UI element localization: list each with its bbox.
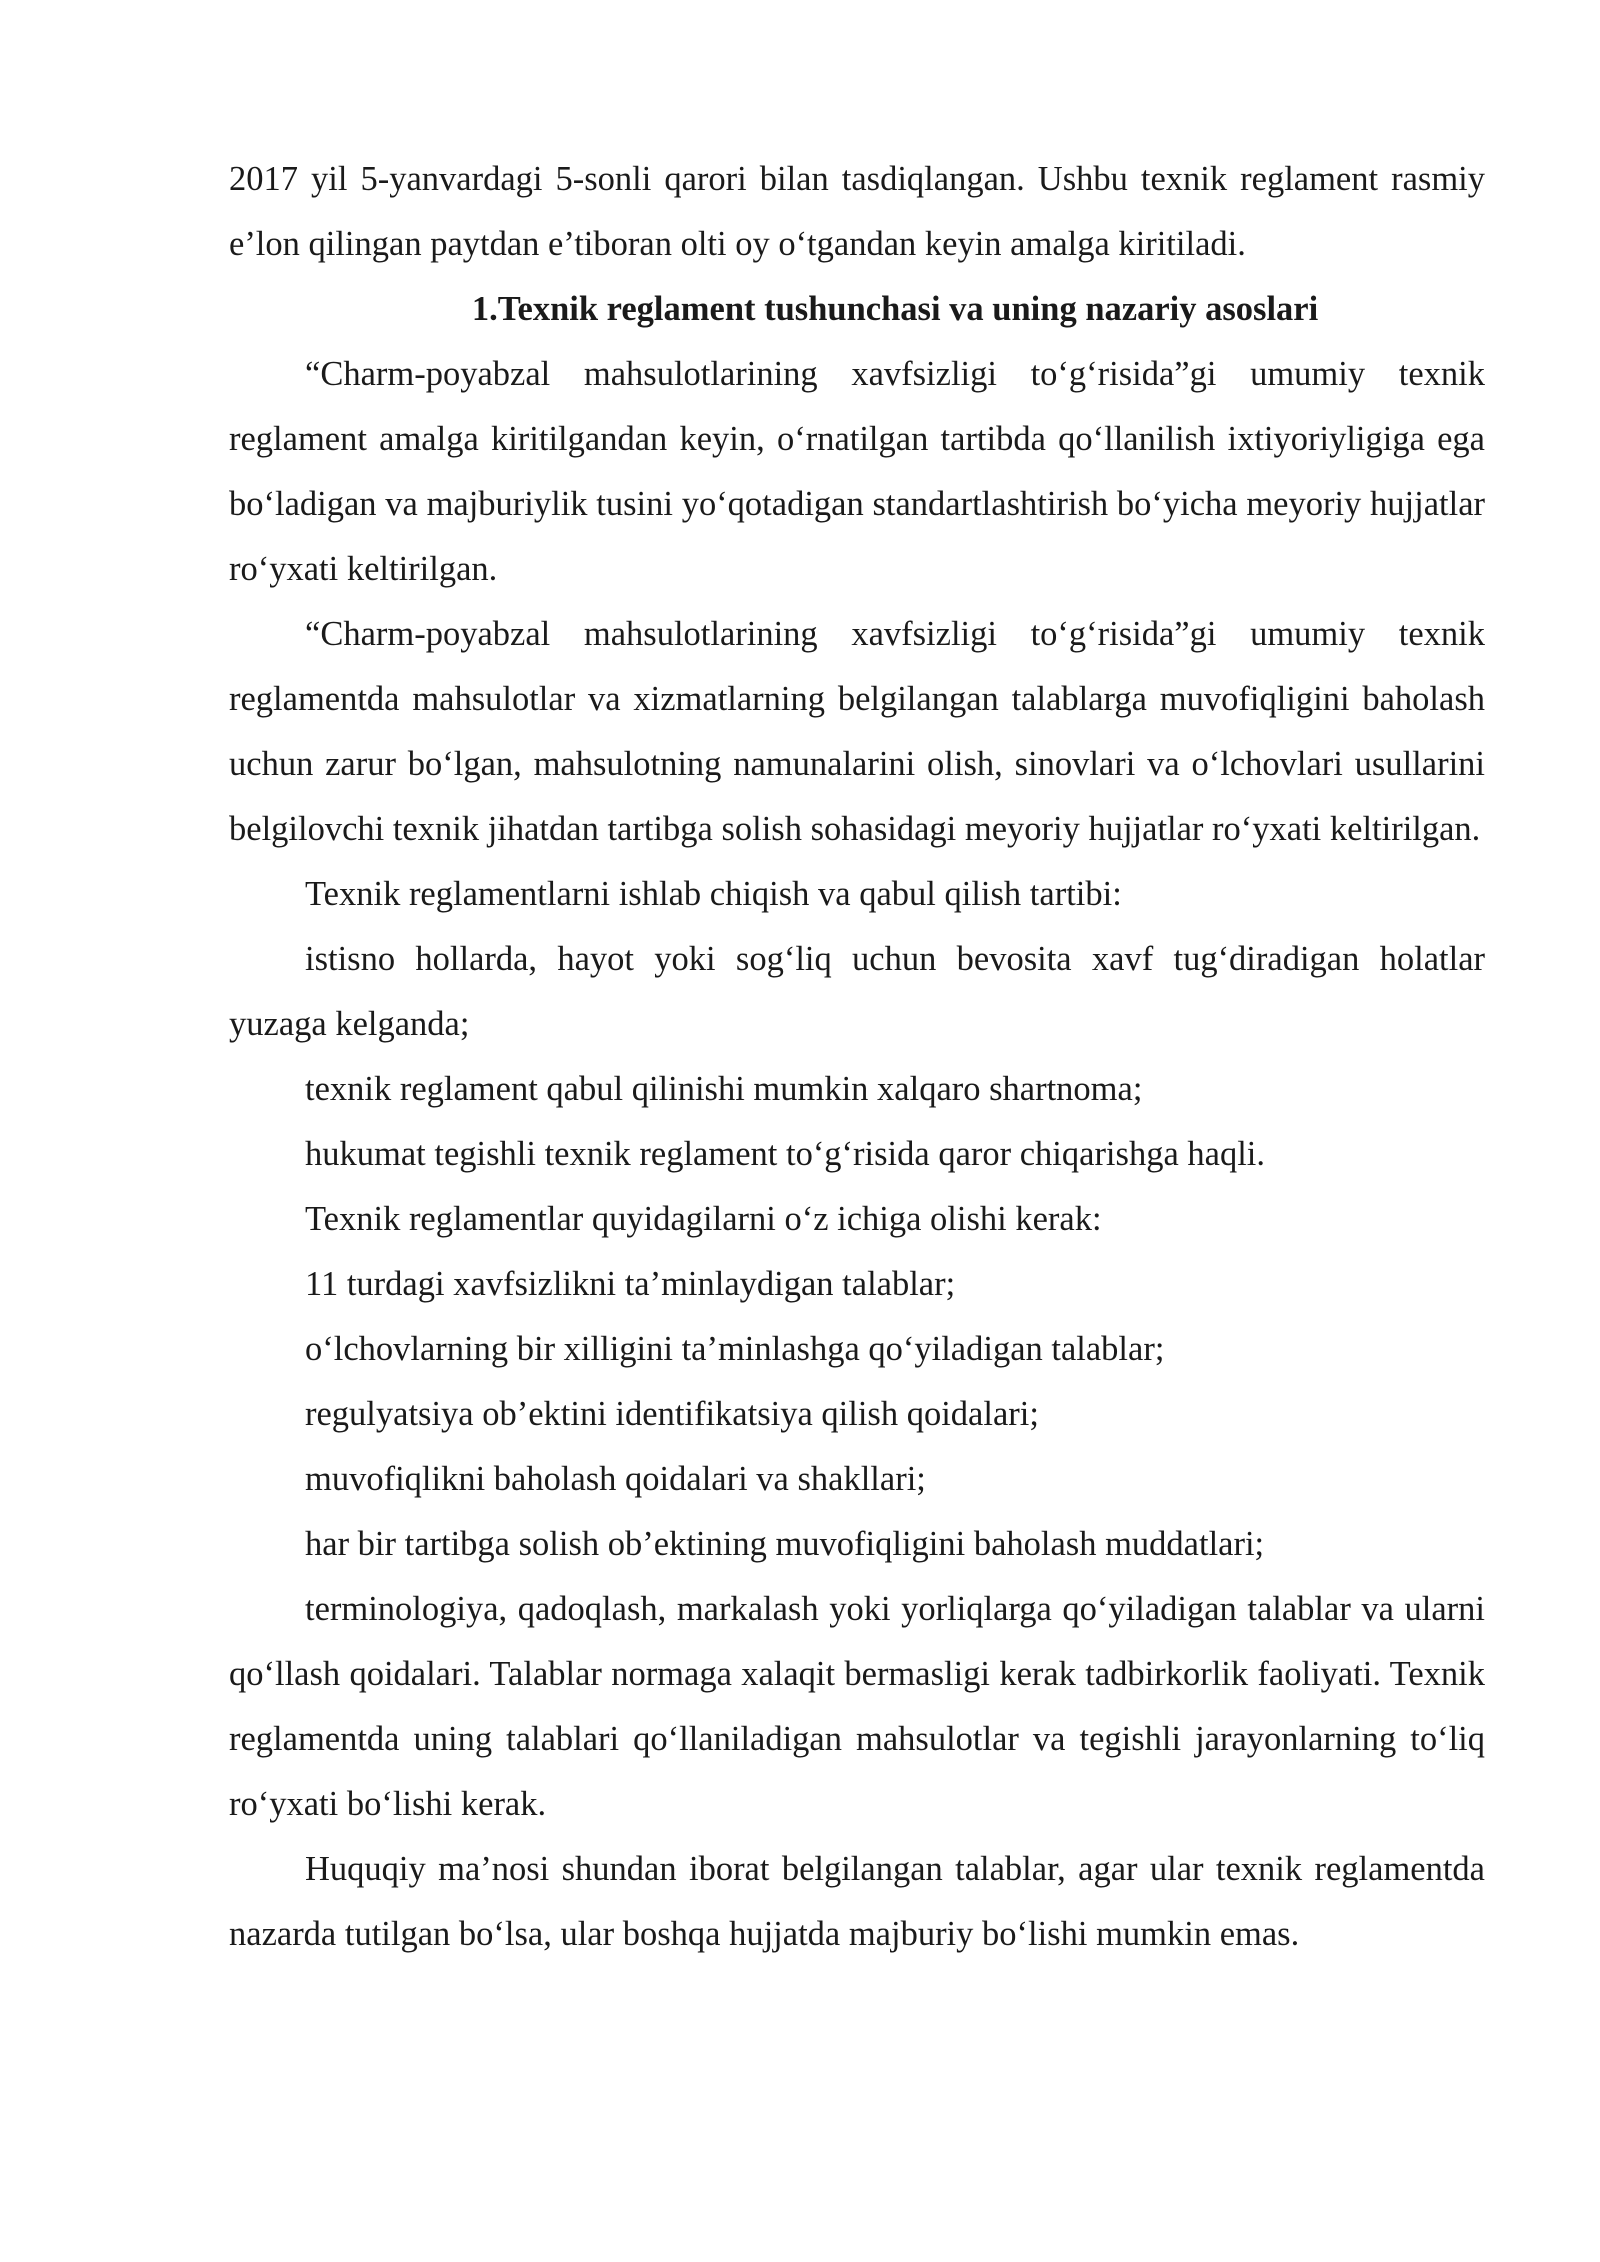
- list-item: o‘lchovlarning bir xilligini ta’minlashga qo‘yiladigan talablar;: [305, 1330, 1165, 1368]
- closing-paragraph: Huquqiy ma’nosi shundan iborat belgilangan talablar, agar ular texnik reglamentda nazarda tutilgan bo‘lsa, ular boshqa hujjatda majburiy bo‘lishi mumkin emas.: [229, 1850, 1485, 1953]
- paragraph-2: “Charm-poyabzal mahsulotlarining xavfsizligi to‘g‘risida”gi umumiy texnik reglamentda mahsulotlar va xizmatlarning belgilangan talablarga muvofiqligini baholash uchun zarur bo‘lgan, mahsulotning namunalarini olish, sinovlari va o‘lchovlari usullarini belgilovchi texnik jihatdan tartibga solish sohasidagi meyoriy hujjatlar ro‘yxati keltirilgan.: [229, 615, 1485, 848]
- list-item: muvofiqlikni baholash qoidalari va shakllari;: [305, 1460, 926, 1498]
- document-page: [229, 147, 1485, 1967]
- paragraph-7: Texnik reglamentlar quyidagilarni o‘z ichiga olishi kerak:: [305, 1200, 1102, 1238]
- paragraph-3: Texnik reglamentlarni ishlab chiqish va qabul qilish tartibi:: [305, 875, 1122, 913]
- section-heading: 1.Texnik reglament tushunchasi va uning nazariy asoslari: [471, 290, 1319, 328]
- list-item: 11 turdagi xavfsizlikni ta’minlaydigan talablar;: [305, 1265, 956, 1303]
- list-item: regulyatsiya ob’ektini identifikatsiya qilish qoidalari;: [305, 1395, 1039, 1433]
- list-item: texnik reglament qabul qilinishi mumkin xalqaro shartnoma;: [305, 1070, 1143, 1108]
- list-item: har bir tartibga solish ob’ektining muvofiqligini baholash muddatlari;: [305, 1525, 1265, 1563]
- list-item: istisno hollarda, hayot yoki sog‘liq uchun bevosita xavf tug‘diradigan holatlar yuzaga kelganda;: [229, 940, 1485, 1043]
- paragraph-1: “Charm-poyabzal mahsulotlarining xavfsizligi to‘g‘risida”gi umumiy texnik reglament amalga kiritilgandan keyin, o‘rnatilgan tartibda qo‘llanilish ixtiyoriyligiga ega bo‘ladigan va majburiylik tusini yo‘qotadigan standartlashtirish bo‘yicha meyoriy hujjatlar ro‘yxati keltirilgan.: [229, 355, 1485, 588]
- intro-paragraph: 2017 yil 5-yanvardagi 5-sonli qarori bilan tasdiqlangan. Ushbu texnik reglament rasmiy e’lon qilingan paytdan e’tiboran olti oy o‘tgandan keyin amalga kiritiladi.: [229, 160, 1485, 263]
- list-item: hukumat tegishli texnik reglament to‘g‘risida qaror chiqarishga haqli.: [305, 1135, 1265, 1173]
- list-item: terminologiya, qadoqlash, markalash yoki yorliqlarga qo‘yiladigan talablar va ularni qo‘llash qoidalari. Talablar normaga xalaqit bermasligi kerak tadbirkorlik faoliyati. Texnik reglamentda uning talablari qo‘llaniladigan mahsulotlar va tegishli jarayonlarning to‘liq ro‘yxati bo‘lishi kerak.: [229, 1590, 1485, 1823]
